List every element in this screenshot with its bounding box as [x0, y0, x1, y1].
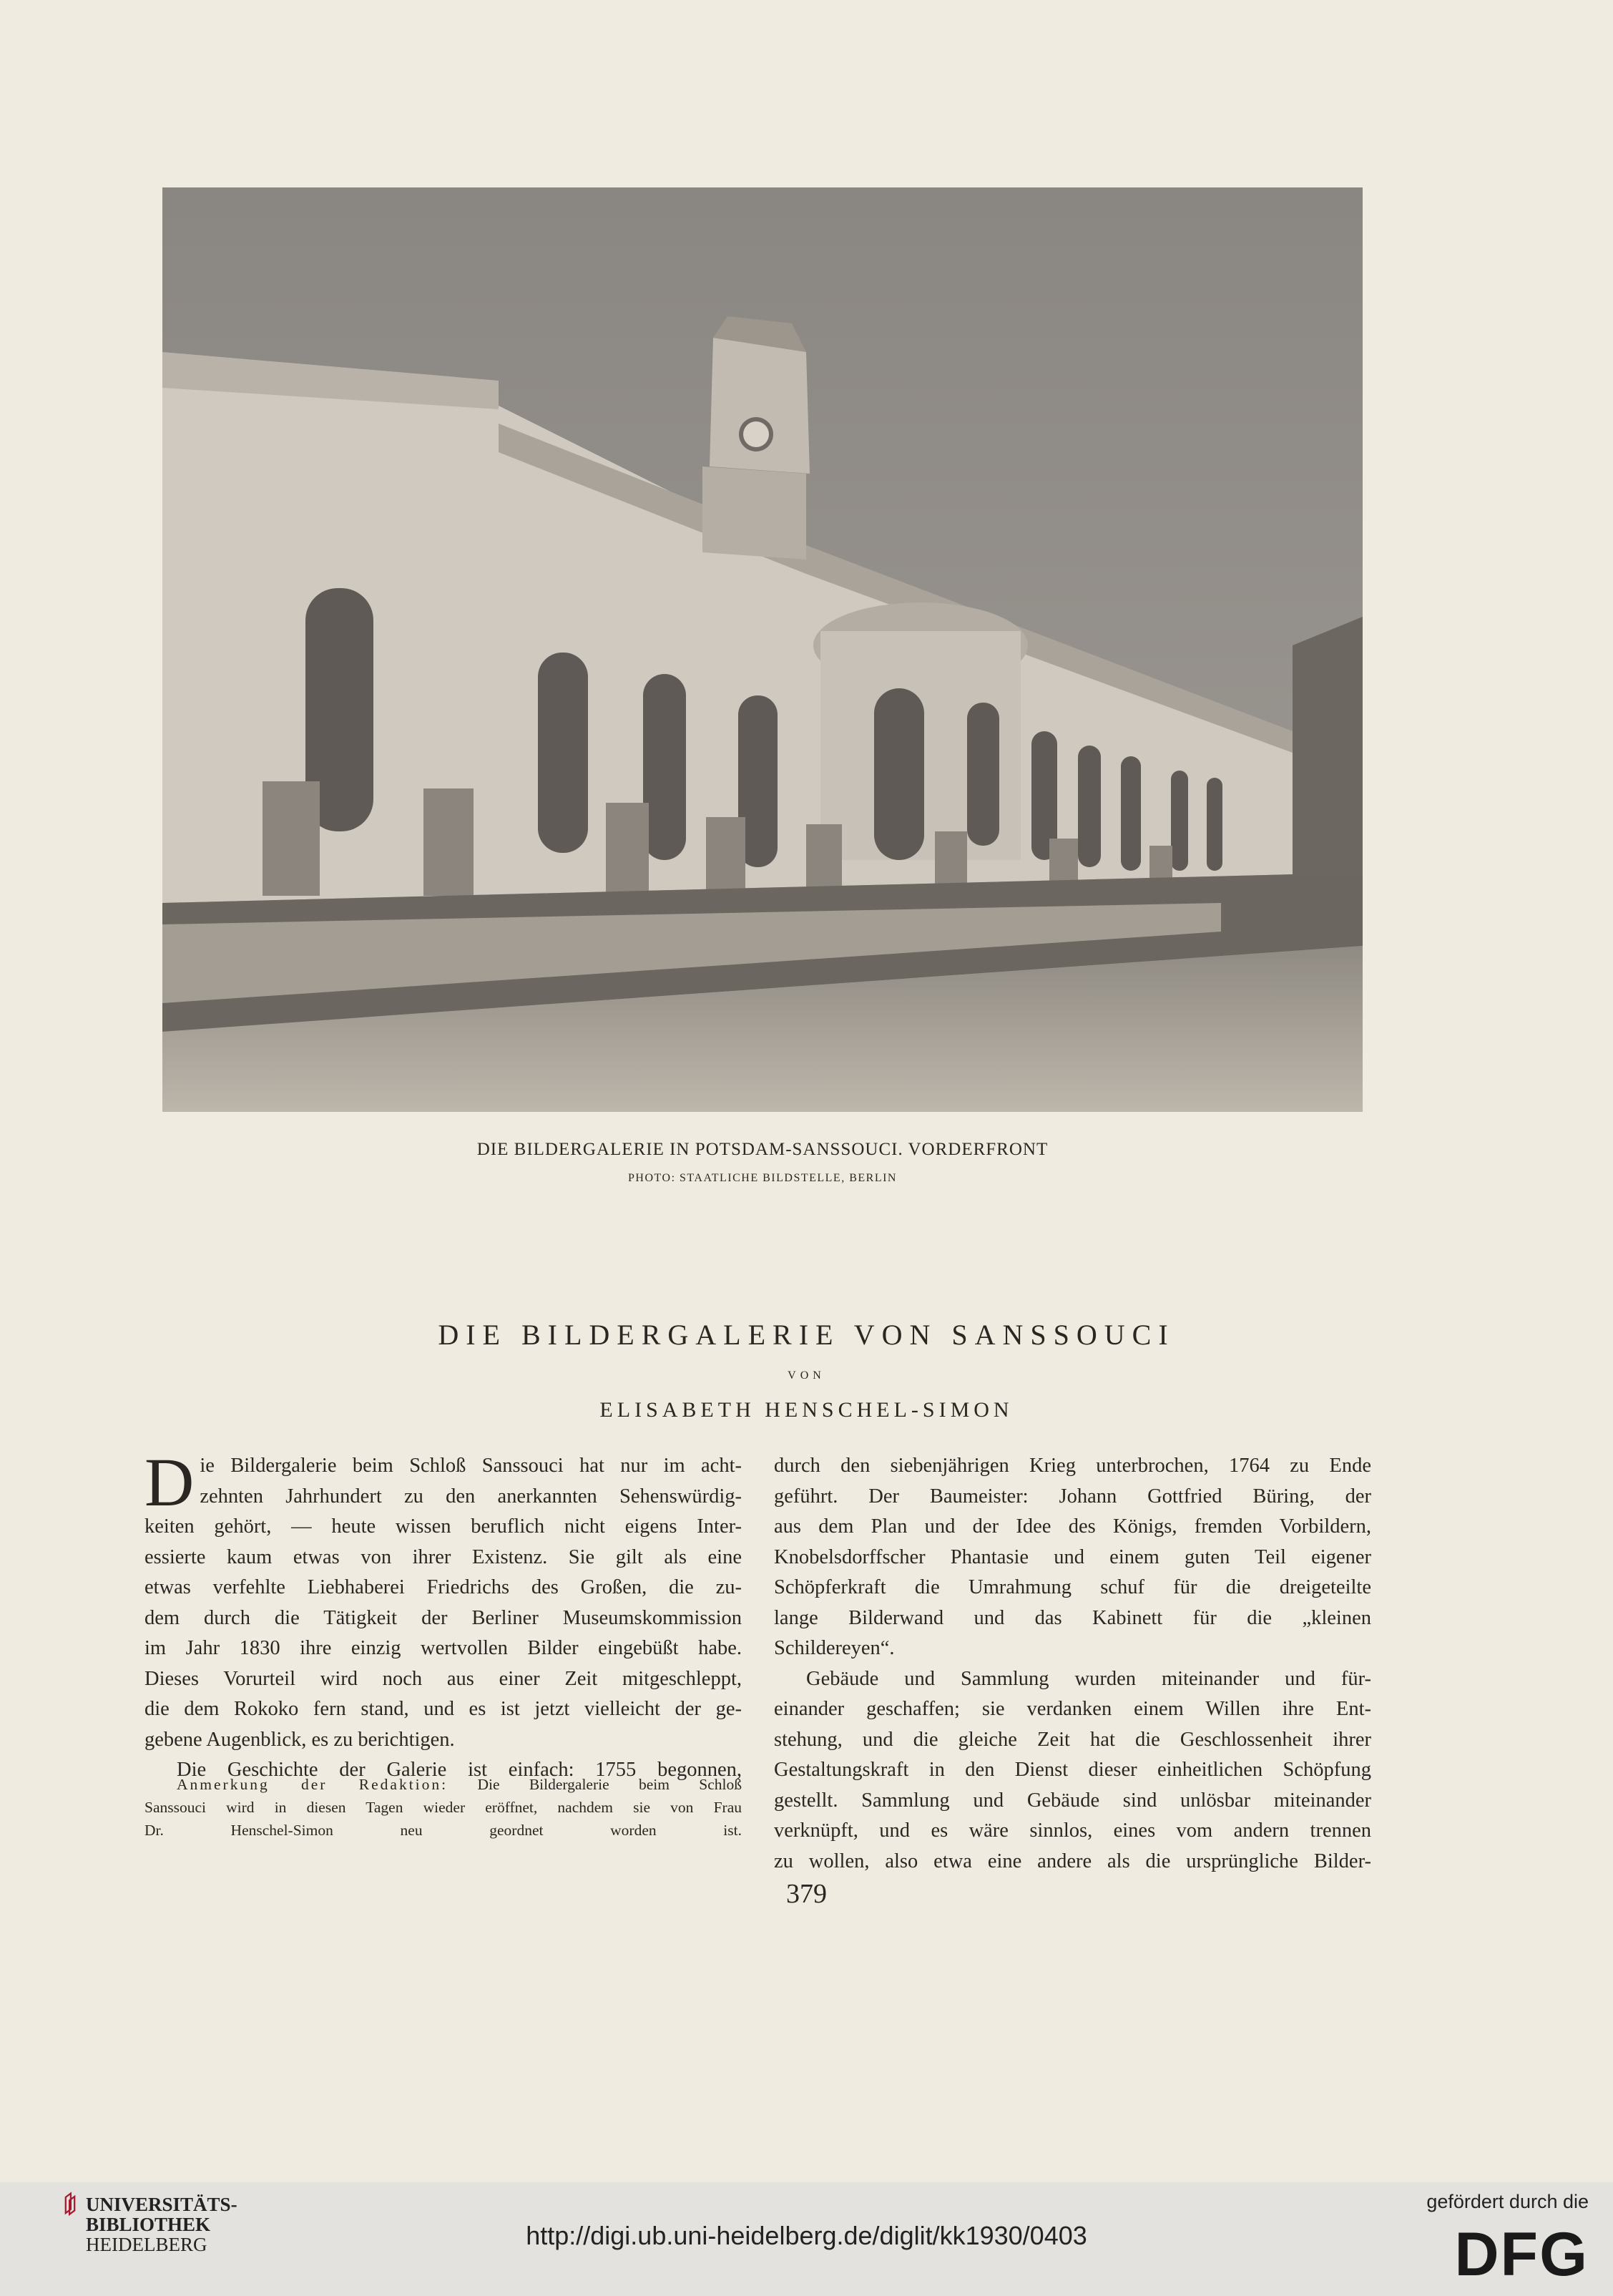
text-line: stehung, und die gleiche Zeit hat die Geschlossenheit ihrer	[774, 1728, 1371, 1751]
sponsor-label: gefördert durch die	[1426, 2191, 1589, 2212]
note-label: Anmerkung der Redaktion:	[177, 1776, 448, 1793]
text-line: lange Bilderwand und das Kabinett für die „kleinen	[774, 1606, 1371, 1629]
text-line: Schildereyen“.	[774, 1637, 895, 1659]
text-line: Gebäude und Sammlung wurden miteinander und für-	[806, 1667, 1371, 1690]
note-line: Sanssouci wird in diesen Tagen wieder eröffnet, nachdem sie von Frau	[144, 1799, 742, 1816]
text-line: essierte kaum etwas von ihrer Existenz. Sie gilt als eine	[144, 1545, 742, 1568]
text-line: im Jahr 1830 ihre einzig wertvollen Bilder eingebüßt habe.	[144, 1637, 742, 1659]
text-line: einander geschaffen; sie verdanken einem Willen ihre Ent-	[774, 1698, 1371, 1720]
text-line: geführt. Der Baumeister: Johann Gottfried Büring, der	[774, 1485, 1371, 1508]
gallery-photograph	[162, 187, 1363, 1112]
note-line	[144, 1773, 742, 1796]
note-text: Die Bildergalerie beim Schloß	[448, 1776, 742, 1793]
article-title: DIE BILDERGALERIE VON SANSSOUCI	[438, 1319, 1175, 1351]
text-line: zehnten Jahrhundert zu den anerkannten Sehenswürdig-	[200, 1485, 742, 1508]
dfg-logo[interactable]: DFG	[1454, 2220, 1589, 2289]
article-author: ELISABETH HENSCHEL-SIMON	[599, 1398, 1014, 1422]
text-line: Knobelsdorffscher Phantasie und einem guten Teil eigener	[774, 1545, 1371, 1568]
document-url[interactable]: http://digi.ub.uni-heidelberg.de/diglit/kk1930/0403	[526, 2221, 1087, 2250]
article-by-line: VON	[788, 1369, 825, 1382]
page-number: 379	[786, 1879, 827, 1909]
right-text-column	[774, 1451, 1371, 1877]
text-line: etwas verfehlte Liebhaberei Friedrichs des Großen, die zu-	[144, 1576, 742, 1598]
text-line: aus dem Plan und der Idee des Königs, fremden Vorbildern,	[774, 1515, 1371, 1538]
note-line: Dr. Henschel-Simon neu geordnet worden ist.	[144, 1822, 742, 1839]
text-line: keiten gehört, — heute wissen beruflich nicht eigens Inter-	[144, 1515, 742, 1538]
editorial-note	[144, 1773, 742, 1842]
text-line: die dem Rokoko fern stand, und es ist jetzt vielleicht der ge-	[144, 1698, 742, 1720]
text-line: Gestaltungskraft in den Dienst dieser einheitlichen Schöpfung	[774, 1759, 1371, 1781]
photo-illustration	[162, 187, 1363, 1112]
left-text-column	[144, 1444, 742, 1786]
text-line: Schöpferkraft die Umrahmung schuf für die dreigeteilte	[774, 1576, 1371, 1598]
institution-name-line3[interactable]: HEIDELBERG	[86, 2234, 207, 2255]
text-line: ie Bildergalerie beim Schloß Sanssouci hat nur im acht-	[200, 1455, 742, 1477]
text-line: dem durch die Tätigkeit der Berliner Museumskommission	[144, 1606, 742, 1629]
text-line: durch den siebenjährigen Krieg unterbrochen, 1764 zu Ende	[774, 1455, 1371, 1477]
photo-credit: PHOTO: STAATLICHE BILDSTELLE, BERLIN	[628, 1172, 897, 1184]
text-line: gebene Augenblick, es zu berichtigen.	[144, 1728, 455, 1751]
text-line: Die Geschichte der Galerie ist einfach: 1755 begonnen,	[177, 1759, 742, 1781]
institution-name-line2[interactable]: BIBLIOTHEK	[86, 2214, 211, 2235]
photo-caption: DIE BILDERGALERIE IN POTSDAM-SANSSOUCI. VORDERFRONT	[476, 1140, 1049, 1159]
drop-cap: D	[144, 1444, 195, 1520]
text-line: zu wollen, also etwa eine andere als die ursprüngliche Bilder-	[774, 1850, 1371, 1872]
text-line: verknüpft, und es wäre sinnlos, eines vom andern trennen	[774, 1819, 1371, 1842]
text-line: Dieses Vorurteil wird noch aus einer Zeit mitgeschleppt,	[144, 1667, 742, 1690]
text-line: gestellt. Sammlung und Gebäude sind unlösbar miteinander	[774, 1789, 1371, 1812]
institution-name-line1[interactable]: UNIVERSITÄTS-	[86, 2194, 237, 2215]
